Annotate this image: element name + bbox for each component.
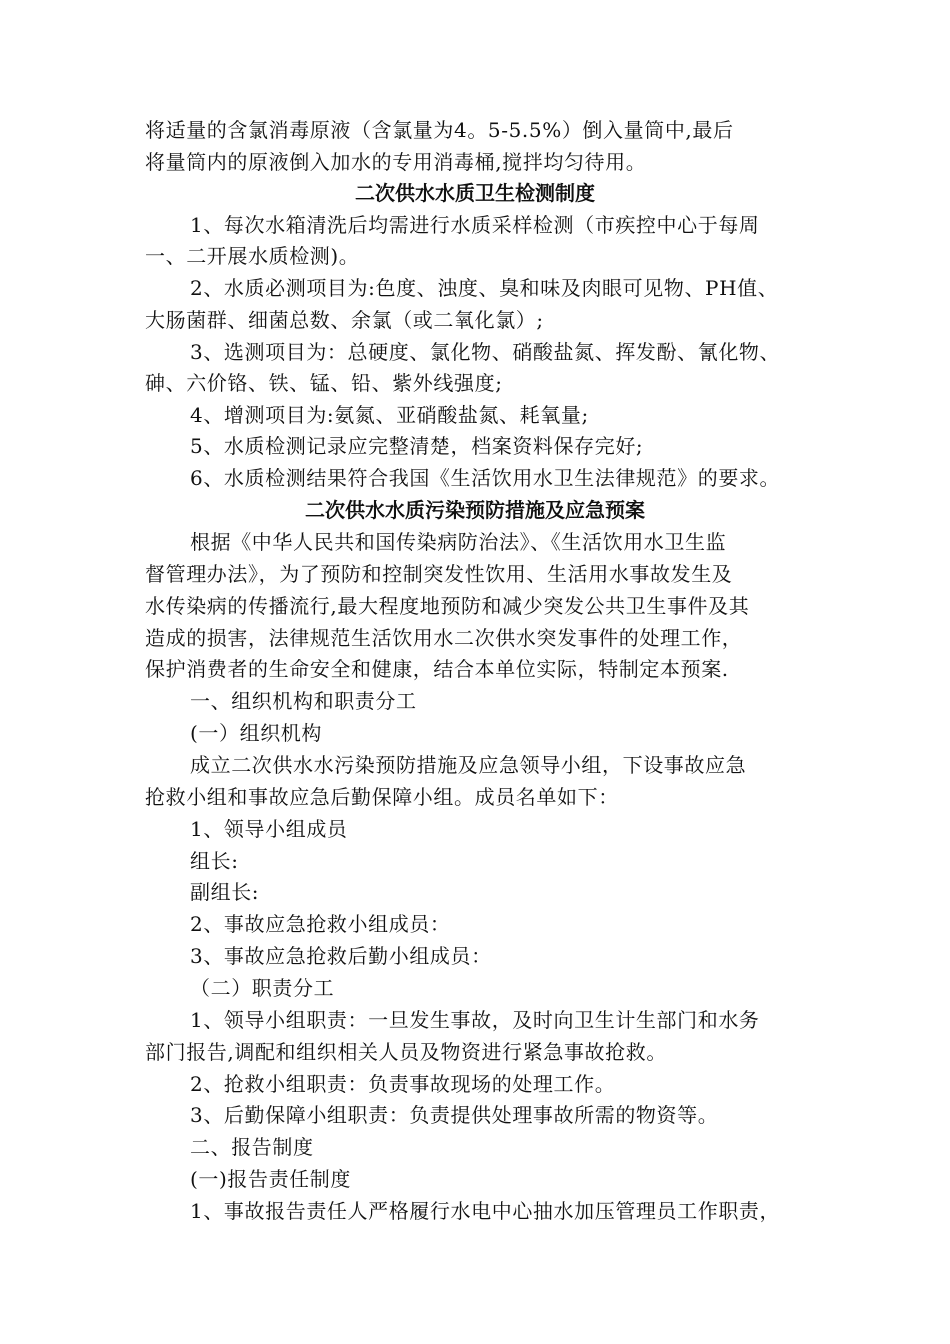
paragraph-line: (一）组织机构 bbox=[190, 721, 323, 745]
paragraph-line: 一、组织机构和职责分工 bbox=[190, 689, 417, 713]
paragraph-line: 二、报告制度 bbox=[190, 1135, 314, 1159]
paragraph-line: 3、后勤保障小组职责：负责提供处理事故所需的物资等。 bbox=[190, 1103, 719, 1127]
paragraph-line: 副组长: bbox=[190, 880, 260, 904]
paragraph-line: 6、水质检测结果符合我国《生活饮用水卫生法律规范》的要求。 bbox=[190, 466, 781, 490]
paragraph-line: 将适量的含氯消毒原液（含氯量为4。5-5.5%）倒入量筒中,最后 bbox=[145, 118, 734, 142]
paragraph-line: 1、领导小组成员 bbox=[190, 817, 348, 841]
paragraph-line: 5、水质检测记录应完整清楚，档案资料保存完好; bbox=[190, 434, 644, 458]
paragraph-line: 2、事故应急抢救小组成员： bbox=[190, 912, 451, 936]
section-heading: 二次供水水质卫生检测制度 bbox=[355, 181, 595, 205]
paragraph-line: 根据《中华人民共和国传染病防治法》、《生活饮用水卫生监 bbox=[190, 530, 727, 554]
paragraph-line: 抢救小组和事故应急后勤保障小组。成员名单如下： bbox=[145, 785, 619, 809]
paragraph-line: 2、抢救小组职责：负责事故现场的处理工作。 bbox=[190, 1072, 616, 1096]
paragraph-line: 1、事故报告责任人严格履行水电中心抽水加压管理员工作职责， bbox=[190, 1199, 781, 1223]
paragraph-line: 4、增测项目为:氨氮、亚硝酸盐氮、耗氧量; bbox=[190, 403, 589, 427]
paragraph-line: 水传染病的传播流行,最大程度地预防和减少突发公共卫生事件及其 bbox=[145, 594, 750, 618]
paragraph-line: （二）职责分工 bbox=[190, 976, 335, 1000]
paragraph-line: 一、二开展水质检测)。 bbox=[145, 244, 360, 268]
paragraph-line: 造成的损害，法律规范生活饮用水二次供水突发事件的处理工作， bbox=[145, 626, 743, 650]
paragraph-line: 2、水质必测项目为:色度、浊度、臭和味及肉眼可见物、PH值、 bbox=[190, 276, 779, 300]
section-heading: 二次供水水质污染预防措施及应急预案 bbox=[305, 498, 645, 522]
paragraph-line: (一)报告责任制度 bbox=[190, 1167, 352, 1191]
paragraph-line: 3、事故应急抢救后勤小组成员： bbox=[190, 944, 492, 968]
paragraph-line: 砷、六价铬、铁、锰、铅、紫外线强度; bbox=[145, 371, 503, 395]
paragraph-line: 成立二次供水水污染预防措施及应急领导小组，下设事故应急 bbox=[190, 753, 747, 777]
paragraph-line: 保护消费者的生命安全和健康，结合本单位实际，特制定本预案. bbox=[145, 657, 729, 681]
paragraph-line: 督管理办法》，为了预防和控制突发性饮用、生活用水事故发生及 bbox=[145, 562, 733, 586]
paragraph-line: 3、选测项目为：总硬度、氯化物、硝酸盐氮、挥发酚、氰化物、 bbox=[190, 340, 781, 364]
paragraph-line: 将量筒内的原液倒入加水的专用消毒桶,搅拌均匀待用。 bbox=[145, 150, 647, 174]
paragraph-line: 组长: bbox=[190, 849, 239, 873]
paragraph-line: 1、每次水箱清洗后均需进行水质采样检测（市疾控中心于每周 bbox=[190, 213, 760, 237]
paragraph-line: 大肠菌群、细菌总数、余氯（或二氧化氯）; bbox=[145, 308, 544, 332]
paragraph-line: 部门报告,调配和组织相关人员及物资进行紧急事故抢救。 bbox=[145, 1040, 667, 1064]
paragraph-line: 1、领导小组职责：一旦发生事故，及时向卫生计生部门和水务 bbox=[190, 1008, 760, 1032]
